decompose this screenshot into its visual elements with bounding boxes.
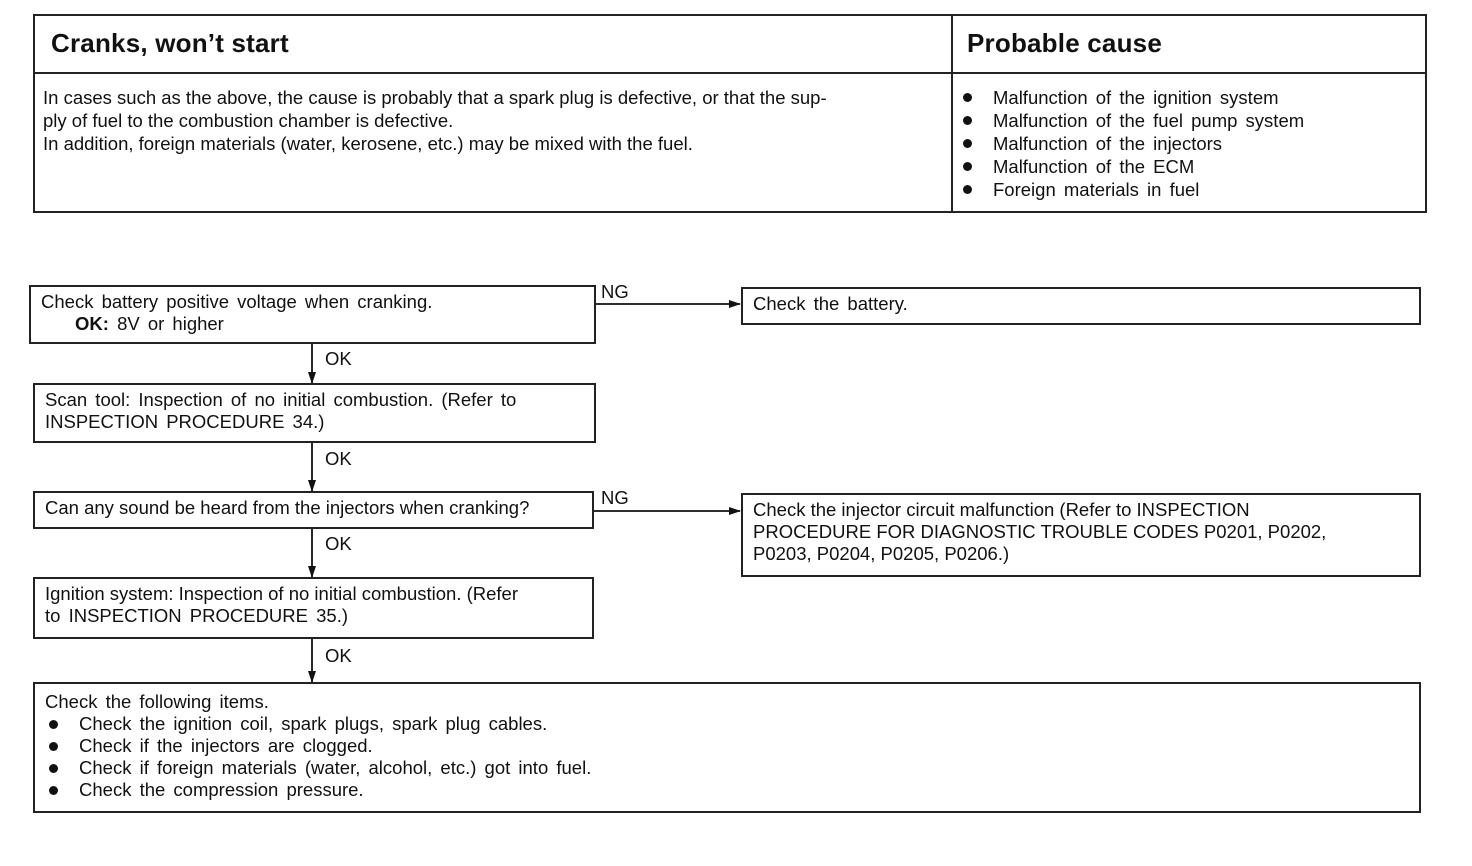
step-check-battery-voltage <box>29 285 596 344</box>
ok-criteria-label: OK: <box>75 313 109 334</box>
description-line: In cases such as the above, the cause is probably that a spark plug is defective, or that the sup- <box>43 87 827 108</box>
step-text: Scan tool: Inspection of no initial combustion. (Refer to <box>45 389 517 410</box>
ng-label: NG <box>601 281 629 302</box>
step-scan-tool-inspection <box>33 383 596 443</box>
final-check-text: Check if foreign materials (water, alcohol, etc.) got into fuel. <box>79 757 592 778</box>
final-check-item <box>45 735 1409 757</box>
action-text: P0203, P0204, P0205, P0206.) <box>753 543 1010 564</box>
final-check-text: Check if the injectors are clogged. <box>79 735 373 756</box>
final-checks-list <box>45 713 1409 801</box>
probable-cause-heading: Probable cause <box>967 28 1162 58</box>
ok-label: OK <box>325 645 352 666</box>
final-check-text: Check the compression pressure. <box>79 779 364 800</box>
final-check-item <box>45 779 1409 801</box>
cause-text: Malfunction of the ECM <box>993 156 1195 177</box>
action-text: Check the injector circuit malfunction (Refer to INSPECTION <box>753 499 1250 520</box>
final-check-item <box>45 713 1409 735</box>
final-checks-title: Check the following items. <box>45 691 269 712</box>
step-text: Can any sound be heard from the injectors when cranking? <box>45 497 530 518</box>
symptom-heading: Cranks, won’t start <box>51 28 289 58</box>
step-text: INSPECTION PROCEDURE 34.) <box>45 411 325 432</box>
final-checks-box <box>33 682 1421 813</box>
cause-text: Malfunction of the injectors <box>993 133 1223 154</box>
ok-label: OK <box>325 348 352 369</box>
cause-text: Malfunction of the ignition system <box>993 87 1279 108</box>
ng-label: NG <box>601 487 629 508</box>
cause-text: Foreign materials in fuel <box>993 179 1200 200</box>
ok-criteria-value: 8V or higher <box>117 313 224 334</box>
action-text: PROCEDURE FOR DIAGNOSTIC TROUBLE CODES P0201, P0202, <box>753 521 1327 542</box>
ok-label: OK <box>325 533 352 554</box>
step-ignition-system-inspection <box>33 577 594 639</box>
step-criteria <box>41 313 584 335</box>
cause-text: Malfunction of the fuel pump system <box>993 110 1305 131</box>
action-check-injector-circuit <box>741 493 1421 577</box>
step-text: to INSPECTION PROCEDURE 35.) <box>45 605 349 626</box>
step-text: Ignition system: Inspection of no initial combustion. (Refer <box>45 583 519 604</box>
ok-label: OK <box>325 448 352 469</box>
final-check-text: Check the ignition coil, spark plugs, spark plug cables. <box>79 713 548 734</box>
bullet-icon <box>49 786 58 795</box>
bullet-icon <box>49 720 58 729</box>
final-check-item <box>45 757 1409 779</box>
description-line: ply of fuel to the combustion chamber is defective. <box>43 110 454 131</box>
step-injector-sound-check <box>33 491 594 529</box>
description-line: In addition, foreign materials (water, kerosene, etc.) may be mixed with the fuel. <box>43 133 693 154</box>
bullet-icon <box>49 742 58 751</box>
action-check-battery <box>741 287 1421 325</box>
action-text: Check the battery. <box>753 293 908 314</box>
step-text: Check battery positive voltage when cranking. <box>41 291 433 312</box>
bullet-icon <box>49 764 58 773</box>
